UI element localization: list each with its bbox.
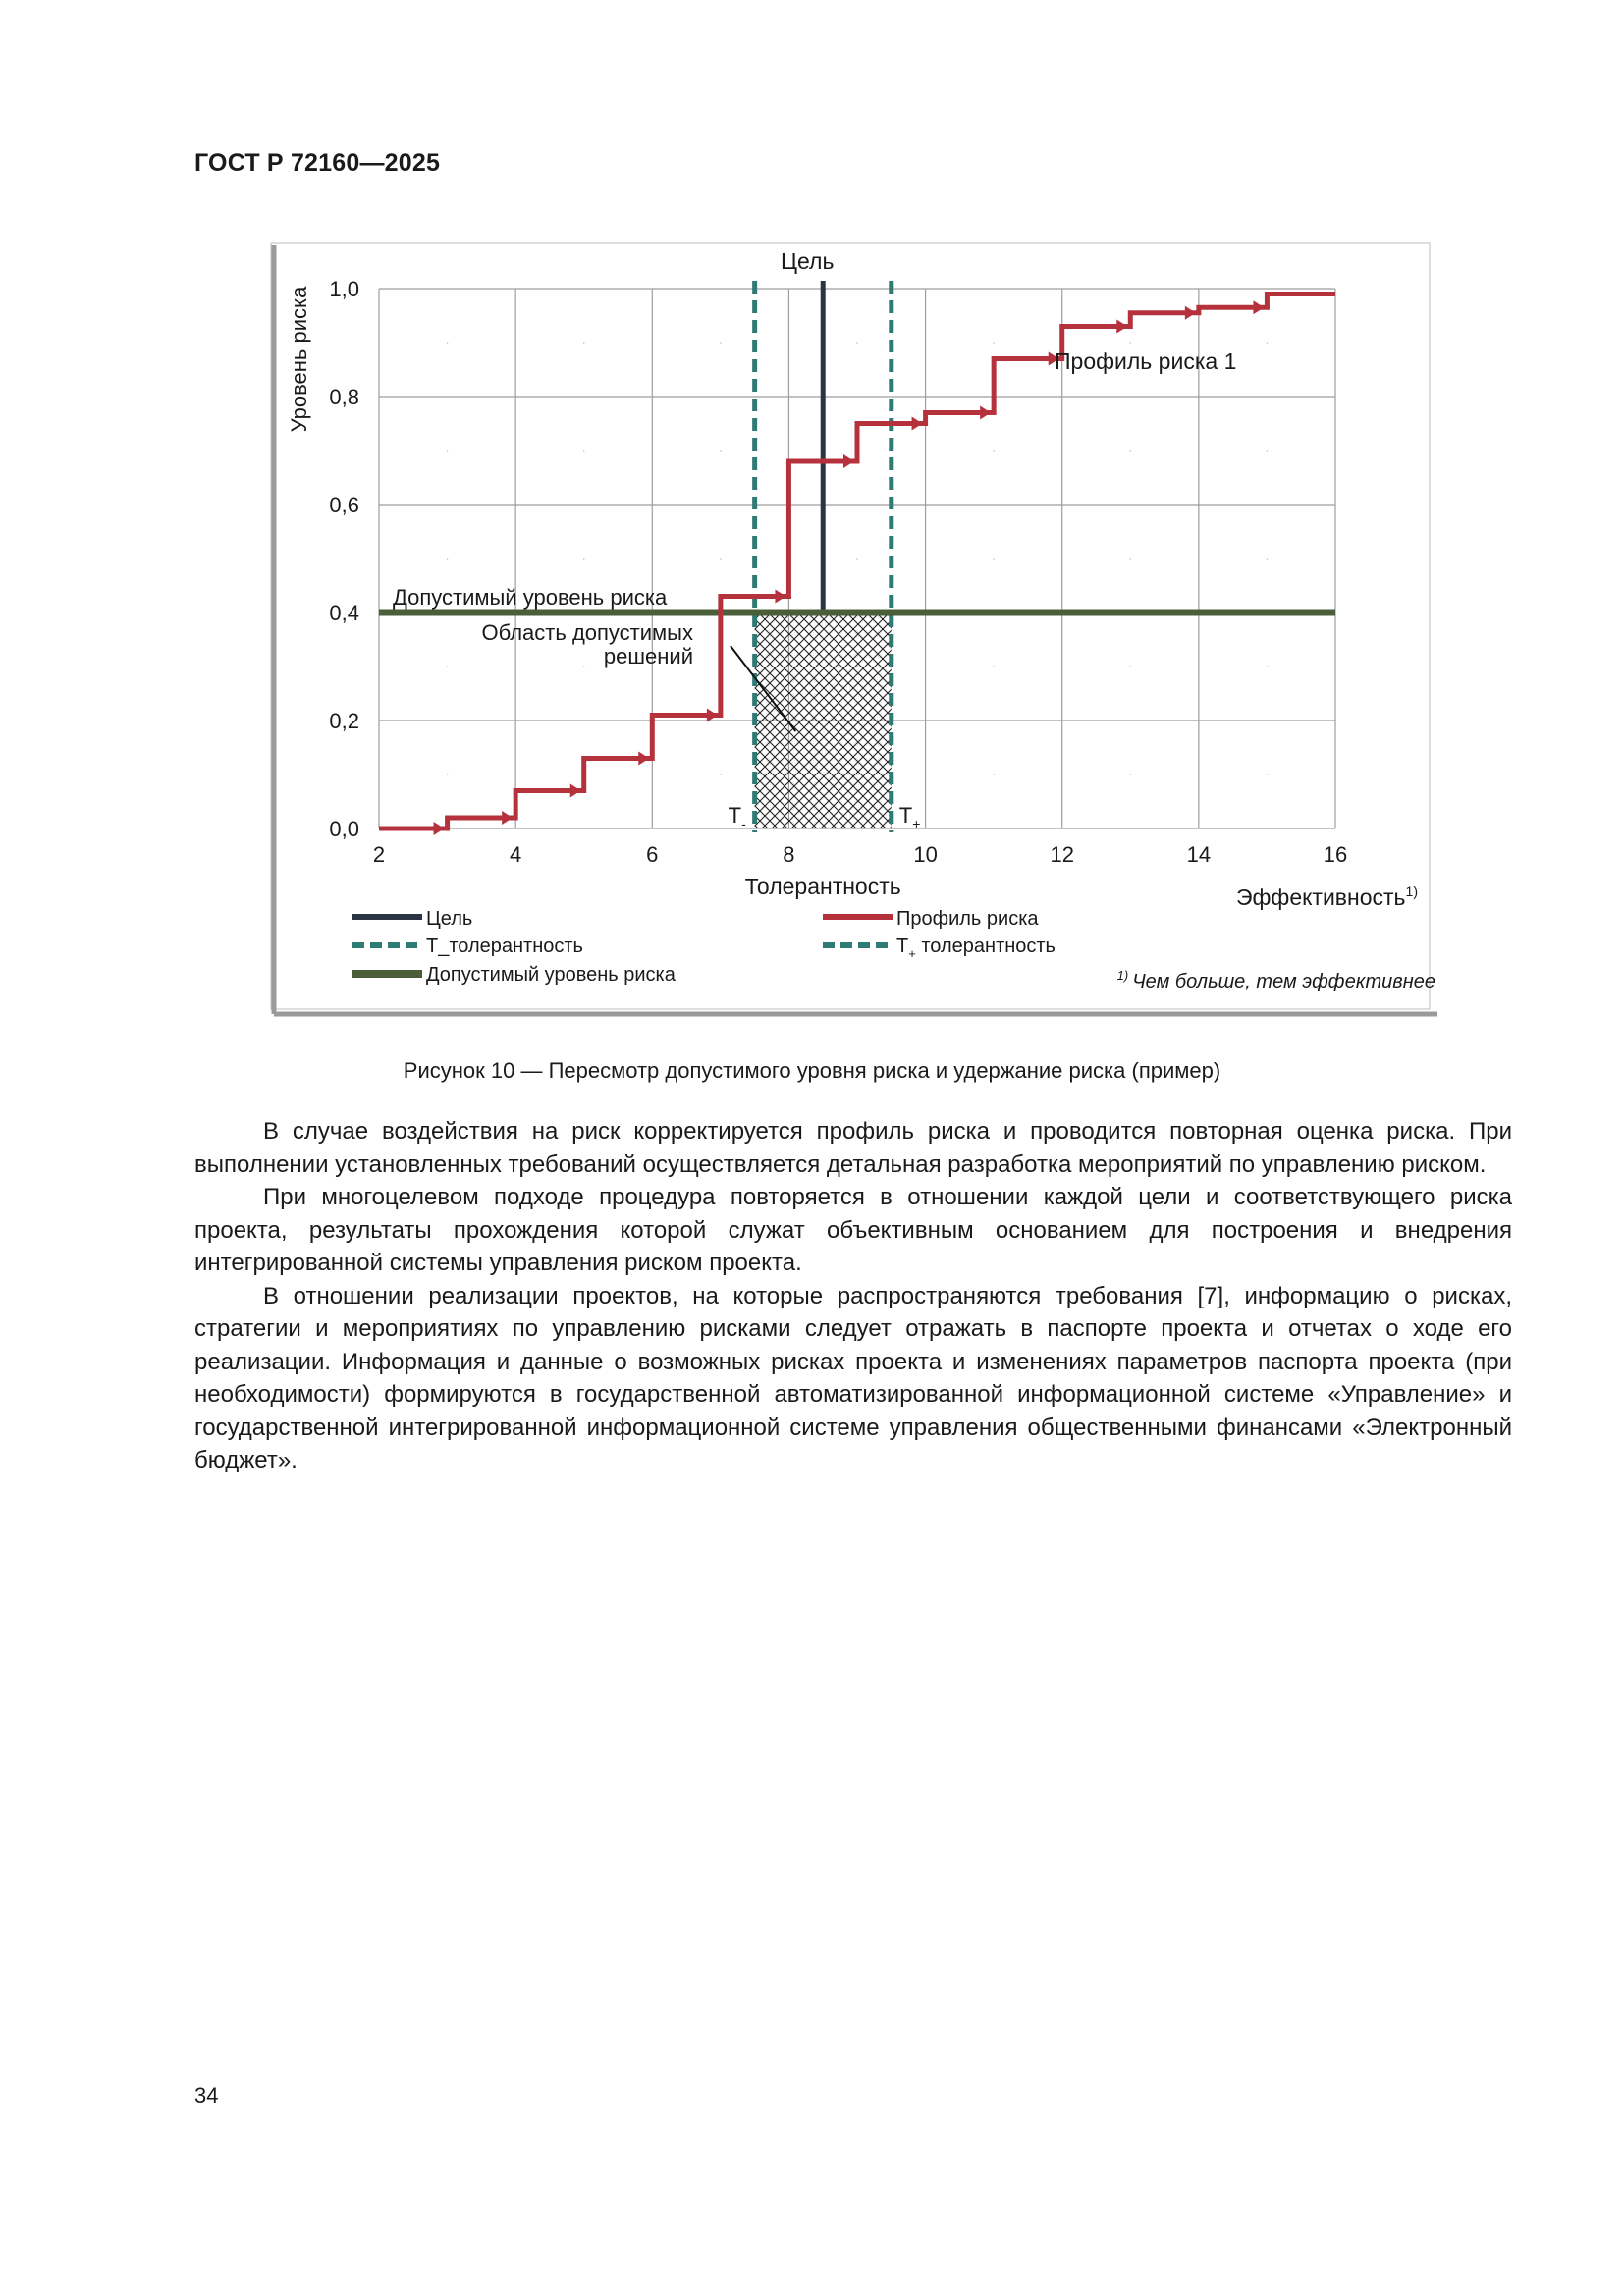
x-axis-label [1236,883,1418,910]
grid-dot [447,450,449,452]
legend-label-target: Цель [426,908,473,930]
page-number: 34 [194,2083,219,2108]
grid-dot [583,666,585,667]
grid-dot [1267,450,1269,452]
grid-dot [1129,558,1131,560]
paragraph: В отношении реализации проектов, на которые распространяются требования [7], информацию о рисках, стратегии и мероприятиях по управлению рисками следует отражать в паспорте проекта и отчетах о ходе его реализации. Информация и данные о возможных рисках проекта и изменениях параметров паспорта проекта (при необходимости) формируются в государственной автоматизированной информационной системе «Управление» и государственной интегрированной информационной системе управления общественными финансами «Электронный бюджет». [194,1282,1512,1473]
y-tick-label: 0,8 [329,385,359,409]
body-text [194,1115,1512,1477]
risk-profile-chart [269,241,1439,1021]
grid-dot [993,450,995,452]
x-tick-label: 4 [510,842,522,867]
y-tick-label: 1,0 [329,277,359,301]
x-tick-label: 12 [1050,842,1074,867]
grid-dot [1129,450,1131,452]
acceptable-solutions-region [755,613,892,828]
grid-dot [583,342,585,344]
figure-10 [269,241,1439,1021]
grid-dot [993,774,995,775]
t-plus-sub: + [912,816,921,831]
x-axis-label-sup: 1) [1405,883,1418,899]
t-minus-sub: - [741,816,746,831]
chart-footnote [1117,968,1435,992]
region-label-line2: решений [603,644,693,668]
grid-dot [993,558,995,560]
grid-dot [1267,342,1269,344]
grid-dot [856,342,858,344]
x-tick-label: 8 [783,842,795,867]
legend-t-plus-rest: толерантность [915,935,1056,957]
paragraph: При многоцелевом подходе процедура повторяется в отношении каждой цели и соответствующего риска проекта, результаты прохождения которой служат объективным основанием для построения и внедрения интегрированной системы управления риском проекта. [194,1184,1512,1276]
legend-label-profile: Профиль риска [896,908,1039,930]
legend-label-acceptable: Допустимый уровень риска [426,964,676,986]
y-axis-label: Уровень риска [287,286,311,433]
legend-t-plus-letter: Т [896,935,909,957]
document-header: ГОСТ Р 72160—2025 [194,149,441,177]
grid-dot [720,558,722,560]
grid-dot [583,450,585,452]
grid-dot [1129,342,1131,344]
y-tick-label: 0,0 [329,817,359,841]
grid-dot [1267,774,1269,775]
grid-dot [993,666,995,667]
grid-dot [447,342,449,344]
grid-dot [447,558,449,560]
legend-t-plus-sub: + [908,946,916,961]
footnote-marker: 1) [1116,968,1129,983]
grid-dot [720,774,722,775]
region-label-line1: Область допустимых [481,620,693,645]
figure-caption: Рисунок 10 — Пересмотр допустимого уровня риска и удержание риска (пример) [403,1058,1221,1083]
legend-label-t-minus: Т_толерантность [426,935,583,957]
acceptable-risk-level-label: Допустимый уровень риска [393,585,668,610]
grid-dot [720,450,722,452]
x-tick-label: 10 [913,842,938,867]
t-minus-letter: Т [728,803,742,828]
y-tick-label: 0,6 [329,493,359,517]
risk-profile-1-label: Профиль риска 1 [1055,348,1237,374]
target-label: Цель [780,248,835,274]
grid-dot [720,342,722,344]
grid-dot [993,342,995,344]
x-tick-label: 16 [1323,842,1348,867]
y-tick-label: 0,2 [329,709,359,733]
x-tick-label: 14 [1186,842,1212,867]
x-axis-label-text: Эффективность [1235,884,1406,910]
x-tick-label: 6 [646,842,659,867]
grid-dot [856,558,858,560]
t-plus-letter: Т [898,803,913,828]
grid-dot [1129,774,1131,775]
grid-dot [1129,666,1131,667]
y-tick-label: 0,4 [329,601,359,625]
tolerance-label: Толерантность [744,874,901,899]
grid-dot [1267,558,1269,560]
grid-dot [447,666,449,667]
footnote-text: Чем больше, тем эффективнее [1132,971,1435,992]
paragraph: В случае воздействия на риск корректируется профиль риска и проводится повторная оценка риска. При выполнении установленных требований осуществляется детальная разработка мероприятий по управлению риском. [194,1118,1512,1178]
grid-dot [1267,666,1269,667]
grid-dot [447,774,449,775]
x-tick-label: 2 [372,842,386,867]
grid-dot [583,558,585,560]
